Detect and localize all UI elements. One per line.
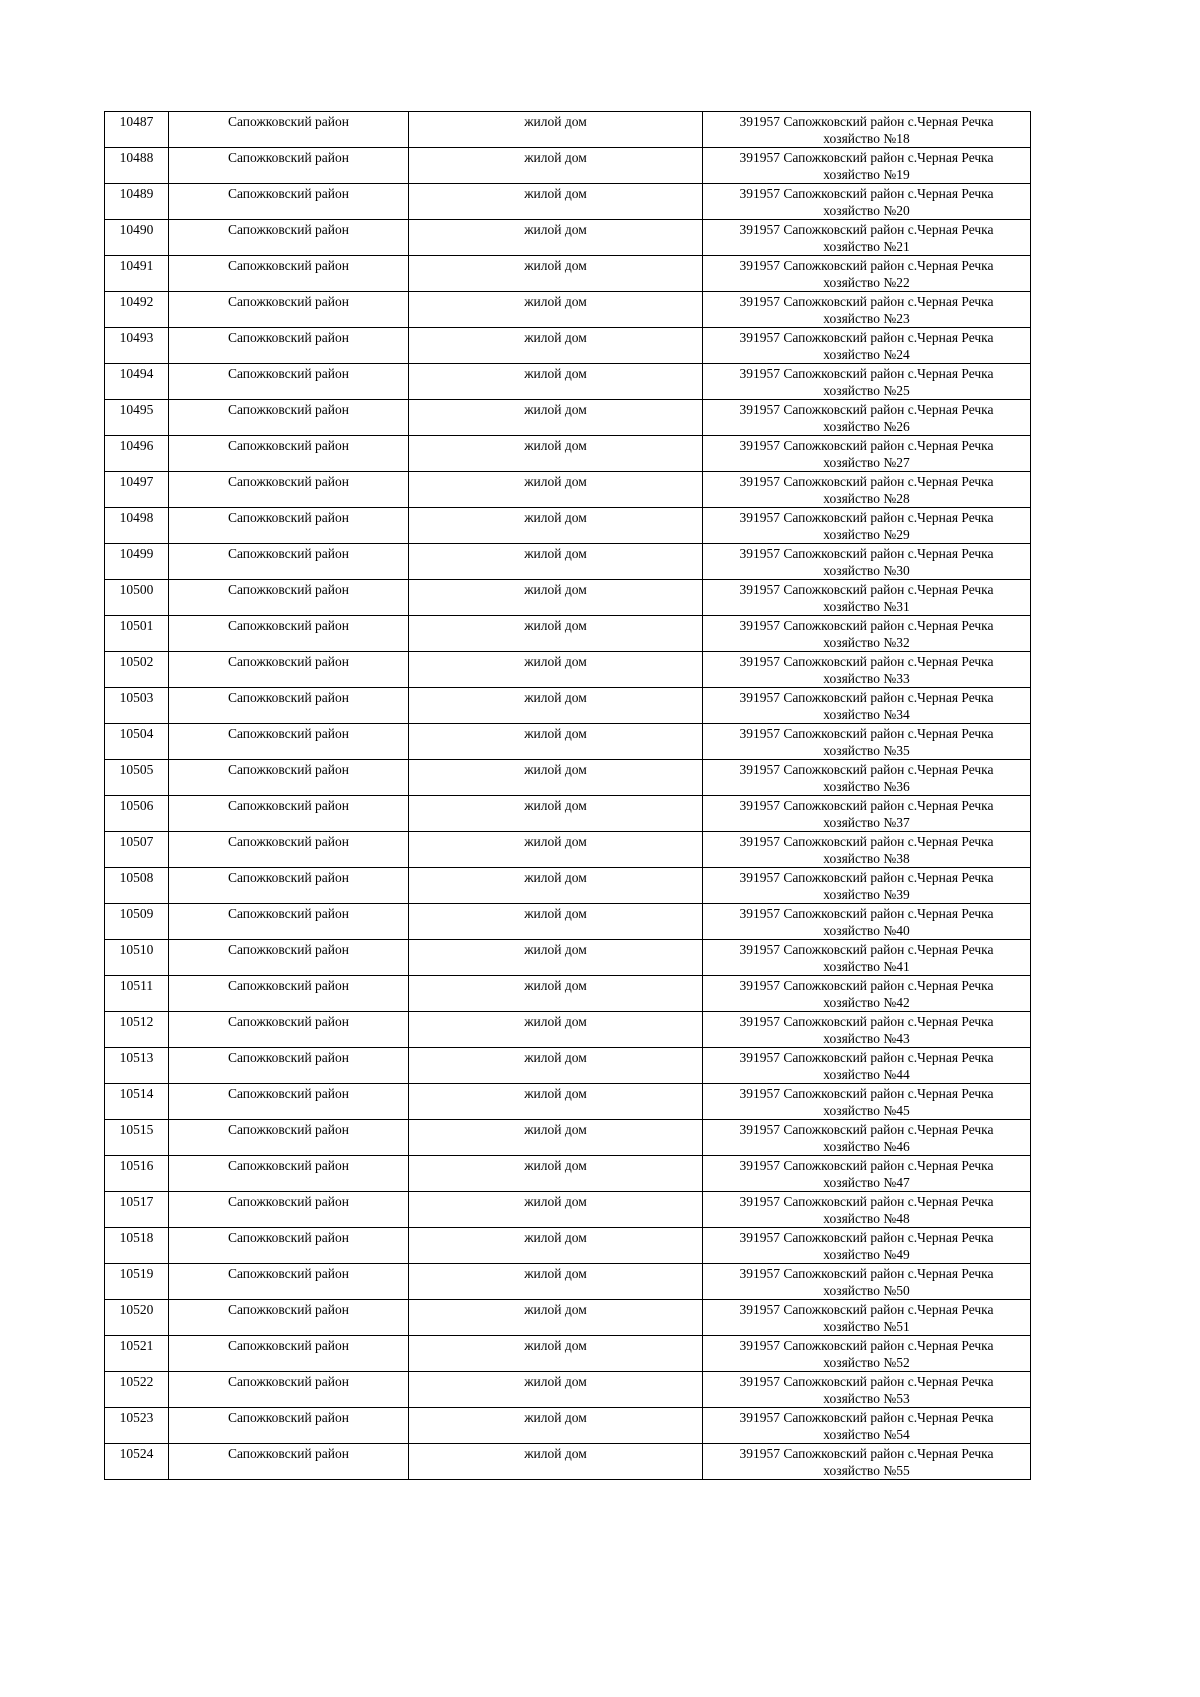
address-cell <box>703 688 1031 724</box>
address-line-2: хозяйство №21 <box>823 239 910 254</box>
address-line-1: 391957 Сапожковский район с.Черная Речка <box>739 1122 994 1137</box>
record-number-cell: 10522 <box>105 1372 169 1408</box>
table-row <box>105 940 1031 976</box>
district-cell: Сапожковский район <box>169 1192 409 1228</box>
table-row <box>105 1228 1031 1264</box>
address-line-1: 391957 Сапожковский район с.Черная Речка <box>739 114 994 129</box>
address-line-1: 391957 Сапожковский район с.Черная Речка <box>739 906 994 921</box>
address-cell <box>703 1120 1031 1156</box>
record-number-cell: 10510 <box>105 940 169 976</box>
address-cell <box>703 976 1031 1012</box>
address-line-1: 391957 Сапожковский район с.Черная Речка <box>739 330 994 345</box>
object-type-cell: жилой дом <box>409 184 703 220</box>
address-line-2: хозяйство №18 <box>823 131 910 146</box>
district-cell: Сапожковский район <box>169 1300 409 1336</box>
object-type-cell: жилой дом <box>409 148 703 184</box>
address-cell <box>703 1444 1031 1480</box>
address-line-1: 391957 Сапожковский район с.Черная Речка <box>739 1014 994 1029</box>
address-line-1: 391957 Сапожковский район с.Черная Речка <box>739 942 994 957</box>
district-cell: Сапожковский район <box>169 1012 409 1048</box>
address-line-1: 391957 Сапожковский район с.Черная Речка <box>739 1446 994 1461</box>
object-type-cell: жилой дом <box>409 1372 703 1408</box>
address-line-1: 391957 Сапожковский район с.Черная Речка <box>739 474 994 489</box>
address-line-2: хозяйство №43 <box>823 1031 910 1046</box>
address-cell <box>703 1156 1031 1192</box>
address-line-1: 391957 Сапожковский район с.Черная Речка <box>739 294 994 309</box>
record-number-cell: 10519 <box>105 1264 169 1300</box>
address-line-1: 391957 Сапожковский район с.Черная Речка <box>739 834 994 849</box>
address-cell <box>703 1300 1031 1336</box>
address-line-1: 391957 Сапожковский район с.Черная Речка <box>739 1158 994 1173</box>
district-cell: Сапожковский район <box>169 1084 409 1120</box>
table-row <box>105 400 1031 436</box>
address-line-2: хозяйство №47 <box>823 1175 910 1190</box>
address-line-2: хозяйство №32 <box>823 635 910 650</box>
record-number-cell: 10496 <box>105 436 169 472</box>
district-cell: Сапожковский район <box>169 1228 409 1264</box>
table-row <box>105 1336 1031 1372</box>
object-type-cell: жилой дом <box>409 364 703 400</box>
table-row <box>105 616 1031 652</box>
district-cell: Сапожковский район <box>169 436 409 472</box>
object-type-cell: жилой дом <box>409 544 703 580</box>
record-number-cell: 10500 <box>105 580 169 616</box>
table-row <box>105 292 1031 328</box>
record-number-cell: 10515 <box>105 1120 169 1156</box>
address-line-1: 391957 Сапожковский район с.Черная Речка <box>739 978 994 993</box>
table-row <box>105 760 1031 796</box>
address-line-2: хозяйство №38 <box>823 851 910 866</box>
district-cell: Сапожковский район <box>169 112 409 148</box>
object-type-cell: жилой дом <box>409 580 703 616</box>
object-type-cell: жилой дом <box>409 652 703 688</box>
address-line-2: хозяйство №50 <box>823 1283 910 1298</box>
object-type-cell: жилой дом <box>409 328 703 364</box>
address-line-1: 391957 Сапожковский район с.Черная Речка <box>739 150 994 165</box>
object-type-cell: жилой дом <box>409 112 703 148</box>
address-line-2: хозяйство №23 <box>823 311 910 326</box>
table-row <box>105 1264 1031 1300</box>
district-cell: Сапожковский район <box>169 616 409 652</box>
table-row <box>105 1372 1031 1408</box>
table-row <box>105 1012 1031 1048</box>
record-number-cell: 10494 <box>105 364 169 400</box>
record-number-cell: 10499 <box>105 544 169 580</box>
record-number-cell: 10491 <box>105 256 169 292</box>
district-cell: Сапожковский район <box>169 976 409 1012</box>
address-line-1: 391957 Сапожковский район с.Черная Речка <box>739 870 994 885</box>
address-line-2: хозяйство №31 <box>823 599 910 614</box>
address-line-2: хозяйство №34 <box>823 707 910 722</box>
record-number-cell: 10521 <box>105 1336 169 1372</box>
address-line-2: хозяйство №24 <box>823 347 910 362</box>
record-number-cell: 10513 <box>105 1048 169 1084</box>
address-line-2: хозяйство №29 <box>823 527 910 542</box>
address-cell <box>703 1408 1031 1444</box>
district-cell: Сапожковский район <box>169 1336 409 1372</box>
district-cell: Сапожковский район <box>169 1264 409 1300</box>
district-cell: Сапожковский район <box>169 544 409 580</box>
record-number-cell: 10497 <box>105 472 169 508</box>
address-line-1: 391957 Сапожковский район с.Черная Речка <box>739 1086 994 1101</box>
object-type-cell: жилой дом <box>409 1264 703 1300</box>
address-line-2: хозяйство №36 <box>823 779 910 794</box>
district-cell: Сапожковский район <box>169 1408 409 1444</box>
address-cell <box>703 832 1031 868</box>
record-number-cell: 10508 <box>105 868 169 904</box>
address-cell <box>703 1192 1031 1228</box>
address-cell <box>703 1048 1031 1084</box>
district-cell: Сапожковский район <box>169 328 409 364</box>
object-type-cell: жилой дом <box>409 1048 703 1084</box>
district-cell: Сапожковский район <box>169 904 409 940</box>
object-type-cell: жилой дом <box>409 940 703 976</box>
object-type-cell: жилой дом <box>409 1228 703 1264</box>
record-number-cell: 10498 <box>105 508 169 544</box>
address-line-1: 391957 Сапожковский район с.Черная Речка <box>739 1374 994 1389</box>
record-number-cell: 10505 <box>105 760 169 796</box>
registry-table-body <box>105 112 1031 1480</box>
address-cell <box>703 616 1031 652</box>
record-number-cell: 10495 <box>105 400 169 436</box>
district-cell: Сапожковский район <box>169 148 409 184</box>
object-type-cell: жилой дом <box>409 256 703 292</box>
object-type-cell: жилой дом <box>409 220 703 256</box>
address-line-2: хозяйство №46 <box>823 1139 910 1154</box>
district-cell: Сапожковский район <box>169 400 409 436</box>
table-row <box>105 1444 1031 1480</box>
record-number-cell: 10502 <box>105 652 169 688</box>
address-line-1: 391957 Сапожковский район с.Черная Речка <box>739 222 994 237</box>
table-row <box>105 688 1031 724</box>
record-number-cell: 10520 <box>105 1300 169 1336</box>
table-row <box>105 220 1031 256</box>
address-line-2: хозяйство №30 <box>823 563 910 578</box>
object-type-cell: жилой дом <box>409 1192 703 1228</box>
object-type-cell: жилой дом <box>409 292 703 328</box>
address-line-1: 391957 Сапожковский район с.Черная Речка <box>739 726 994 741</box>
record-number-cell: 10501 <box>105 616 169 652</box>
district-cell: Сапожковский район <box>169 760 409 796</box>
object-type-cell: жилой дом <box>409 1012 703 1048</box>
record-number-cell: 10514 <box>105 1084 169 1120</box>
address-cell <box>703 940 1031 976</box>
district-cell: Сапожковский район <box>169 1444 409 1480</box>
address-cell <box>703 364 1031 400</box>
address-line-1: 391957 Сапожковский район с.Черная Речка <box>739 582 994 597</box>
address-line-2: хозяйство №49 <box>823 1247 910 1262</box>
address-line-1: 391957 Сапожковский район с.Черная Речка <box>739 366 994 381</box>
address-cell <box>703 1228 1031 1264</box>
table-row <box>105 1048 1031 1084</box>
table-row <box>105 796 1031 832</box>
district-cell: Сапожковский район <box>169 292 409 328</box>
address-cell <box>703 472 1031 508</box>
address-cell <box>703 220 1031 256</box>
address-cell <box>703 796 1031 832</box>
address-line-1: 391957 Сапожковский район с.Черная Речка <box>739 546 994 561</box>
address-line-2: хозяйство №35 <box>823 743 910 758</box>
record-number-cell: 10524 <box>105 1444 169 1480</box>
address-cell <box>703 148 1031 184</box>
address-cell <box>703 400 1031 436</box>
district-cell: Сапожковский район <box>169 868 409 904</box>
district-cell: Сапожковский район <box>169 220 409 256</box>
object-type-cell: жилой дом <box>409 688 703 724</box>
table-row <box>105 832 1031 868</box>
table-row <box>105 508 1031 544</box>
object-type-cell: жилой дом <box>409 472 703 508</box>
address-cell <box>703 1264 1031 1300</box>
address-line-1: 391957 Сапожковский район с.Черная Речка <box>739 1266 994 1281</box>
object-type-cell: жилой дом <box>409 1336 703 1372</box>
table-row <box>105 184 1031 220</box>
record-number-cell: 10516 <box>105 1156 169 1192</box>
address-cell <box>703 1336 1031 1372</box>
address-line-1: 391957 Сапожковский район с.Черная Речка <box>739 186 994 201</box>
address-line-2: хозяйство №25 <box>823 383 910 398</box>
district-cell: Сапожковский район <box>169 1156 409 1192</box>
district-cell: Сапожковский район <box>169 1120 409 1156</box>
address-cell <box>703 328 1031 364</box>
district-cell: Сапожковский район <box>169 256 409 292</box>
address-cell <box>703 436 1031 472</box>
record-number-cell: 10493 <box>105 328 169 364</box>
address-line-2: хозяйство №19 <box>823 167 910 182</box>
address-line-2: хозяйство №53 <box>823 1391 910 1406</box>
address-line-1: 391957 Сапожковский район с.Черная Речка <box>739 402 994 417</box>
district-cell: Сапожковский район <box>169 472 409 508</box>
address-line-2: хозяйство №44 <box>823 1067 910 1082</box>
address-line-1: 391957 Сапожковский район с.Черная Речка <box>739 438 994 453</box>
record-number-cell: 10488 <box>105 148 169 184</box>
address-line-2: хозяйство №42 <box>823 995 910 1010</box>
object-type-cell: жилой дом <box>409 796 703 832</box>
address-line-2: хозяйство №26 <box>823 419 910 434</box>
property-registry-table <box>104 111 1031 1480</box>
address-cell <box>703 508 1031 544</box>
table-row <box>105 724 1031 760</box>
record-number-cell: 10509 <box>105 904 169 940</box>
address-line-2: хозяйство №40 <box>823 923 910 938</box>
table-row <box>105 1300 1031 1336</box>
address-line-1: 391957 Сапожковский район с.Черная Речка <box>739 690 994 705</box>
record-number-cell: 10503 <box>105 688 169 724</box>
address-line-2: хозяйство №28 <box>823 491 910 506</box>
address-line-2: хозяйство №20 <box>823 203 910 218</box>
address-cell <box>703 904 1031 940</box>
table-row <box>105 1084 1031 1120</box>
table-row <box>105 1192 1031 1228</box>
address-line-1: 391957 Сапожковский район с.Черная Речка <box>739 510 994 525</box>
address-line-2: хозяйство №45 <box>823 1103 910 1118</box>
district-cell: Сапожковский район <box>169 580 409 616</box>
address-cell <box>703 544 1031 580</box>
district-cell: Сапожковский район <box>169 184 409 220</box>
address-line-1: 391957 Сапожковский район с.Черная Речка <box>739 1338 994 1353</box>
address-cell <box>703 292 1031 328</box>
district-cell: Сапожковский район <box>169 364 409 400</box>
record-number-cell: 10507 <box>105 832 169 868</box>
address-line-1: 391957 Сапожковский район с.Черная Речка <box>739 1302 994 1317</box>
district-cell: Сапожковский район <box>169 832 409 868</box>
table-row <box>105 868 1031 904</box>
table-row <box>105 1120 1031 1156</box>
record-number-cell: 10511 <box>105 976 169 1012</box>
address-cell <box>703 1012 1031 1048</box>
district-cell: Сапожковский район <box>169 688 409 724</box>
table-row <box>105 472 1031 508</box>
address-cell <box>703 112 1031 148</box>
table-row <box>105 580 1031 616</box>
object-type-cell: жилой дом <box>409 400 703 436</box>
address-cell <box>703 184 1031 220</box>
address-line-1: 391957 Сапожковский район с.Черная Речка <box>739 654 994 669</box>
address-line-2: хозяйство №51 <box>823 1319 910 1334</box>
object-type-cell: жилой дом <box>409 1084 703 1120</box>
address-line-2: хозяйство №39 <box>823 887 910 902</box>
object-type-cell: жилой дом <box>409 868 703 904</box>
address-cell <box>703 760 1031 796</box>
address-line-2: хозяйство №41 <box>823 959 910 974</box>
table-row <box>105 1408 1031 1444</box>
address-cell <box>703 580 1031 616</box>
object-type-cell: жилой дом <box>409 436 703 472</box>
object-type-cell: жилой дом <box>409 1408 703 1444</box>
district-cell: Сапожковский район <box>169 796 409 832</box>
address-line-2: хозяйство №55 <box>823 1463 910 1478</box>
district-cell: Сапожковский район <box>169 1048 409 1084</box>
address-line-2: хозяйство №37 <box>823 815 910 830</box>
object-type-cell: жилой дом <box>409 976 703 1012</box>
district-cell: Сапожковский район <box>169 724 409 760</box>
record-number-cell: 10506 <box>105 796 169 832</box>
address-line-1: 391957 Сапожковский район с.Черная Речка <box>739 1410 994 1425</box>
address-line-1: 391957 Сапожковский район с.Черная Речка <box>739 762 994 777</box>
table-row <box>105 544 1031 580</box>
address-line-1: 391957 Сапожковский район с.Черная Речка <box>739 1230 994 1245</box>
address-line-2: хозяйство №27 <box>823 455 910 470</box>
district-cell: Сапожковский район <box>169 940 409 976</box>
table-row <box>105 652 1031 688</box>
object-type-cell: жилой дом <box>409 724 703 760</box>
object-type-cell: жилой дом <box>409 904 703 940</box>
address-cell <box>703 256 1031 292</box>
address-line-1: 391957 Сапожковский район с.Черная Речка <box>739 258 994 273</box>
table-row <box>105 364 1031 400</box>
table-row <box>105 148 1031 184</box>
object-type-cell: жилой дом <box>409 1300 703 1336</box>
record-number-cell: 10490 <box>105 220 169 256</box>
address-line-1: 391957 Сапожковский район с.Черная Речка <box>739 618 994 633</box>
record-number-cell: 10504 <box>105 724 169 760</box>
address-line-2: хозяйство №48 <box>823 1211 910 1226</box>
record-number-cell: 10523 <box>105 1408 169 1444</box>
object-type-cell: жилой дом <box>409 760 703 796</box>
object-type-cell: жилой дом <box>409 1156 703 1192</box>
object-type-cell: жилой дом <box>409 1120 703 1156</box>
address-line-2: хозяйство №33 <box>823 671 910 686</box>
object-type-cell: жилой дом <box>409 508 703 544</box>
table-row <box>105 1156 1031 1192</box>
address-cell <box>703 652 1031 688</box>
record-number-cell: 10518 <box>105 1228 169 1264</box>
district-cell: Сапожковский район <box>169 508 409 544</box>
table-row <box>105 112 1031 148</box>
table-row <box>105 904 1031 940</box>
object-type-cell: жилой дом <box>409 832 703 868</box>
address-cell <box>703 1372 1031 1408</box>
address-line-1: 391957 Сапожковский район с.Черная Речка <box>739 798 994 813</box>
district-cell: Сапожковский район <box>169 652 409 688</box>
address-cell <box>703 724 1031 760</box>
record-number-cell: 10517 <box>105 1192 169 1228</box>
record-number-cell: 10512 <box>105 1012 169 1048</box>
table-row <box>105 976 1031 1012</box>
record-number-cell: 10492 <box>105 292 169 328</box>
address-cell <box>703 1084 1031 1120</box>
address-line-1: 391957 Сапожковский район с.Черная Речка <box>739 1050 994 1065</box>
address-line-2: хозяйство №22 <box>823 275 910 290</box>
object-type-cell: жилой дом <box>409 1444 703 1480</box>
address-line-2: хозяйство №54 <box>823 1427 910 1442</box>
address-line-1: 391957 Сапожковский район с.Черная Речка <box>739 1194 994 1209</box>
table-row <box>105 256 1031 292</box>
record-number-cell: 10489 <box>105 184 169 220</box>
record-number-cell: 10487 <box>105 112 169 148</box>
address-cell <box>703 868 1031 904</box>
table-row <box>105 328 1031 364</box>
address-line-2: хозяйство №52 <box>823 1355 910 1370</box>
table-row <box>105 436 1031 472</box>
object-type-cell: жилой дом <box>409 616 703 652</box>
district-cell: Сапожковский район <box>169 1372 409 1408</box>
